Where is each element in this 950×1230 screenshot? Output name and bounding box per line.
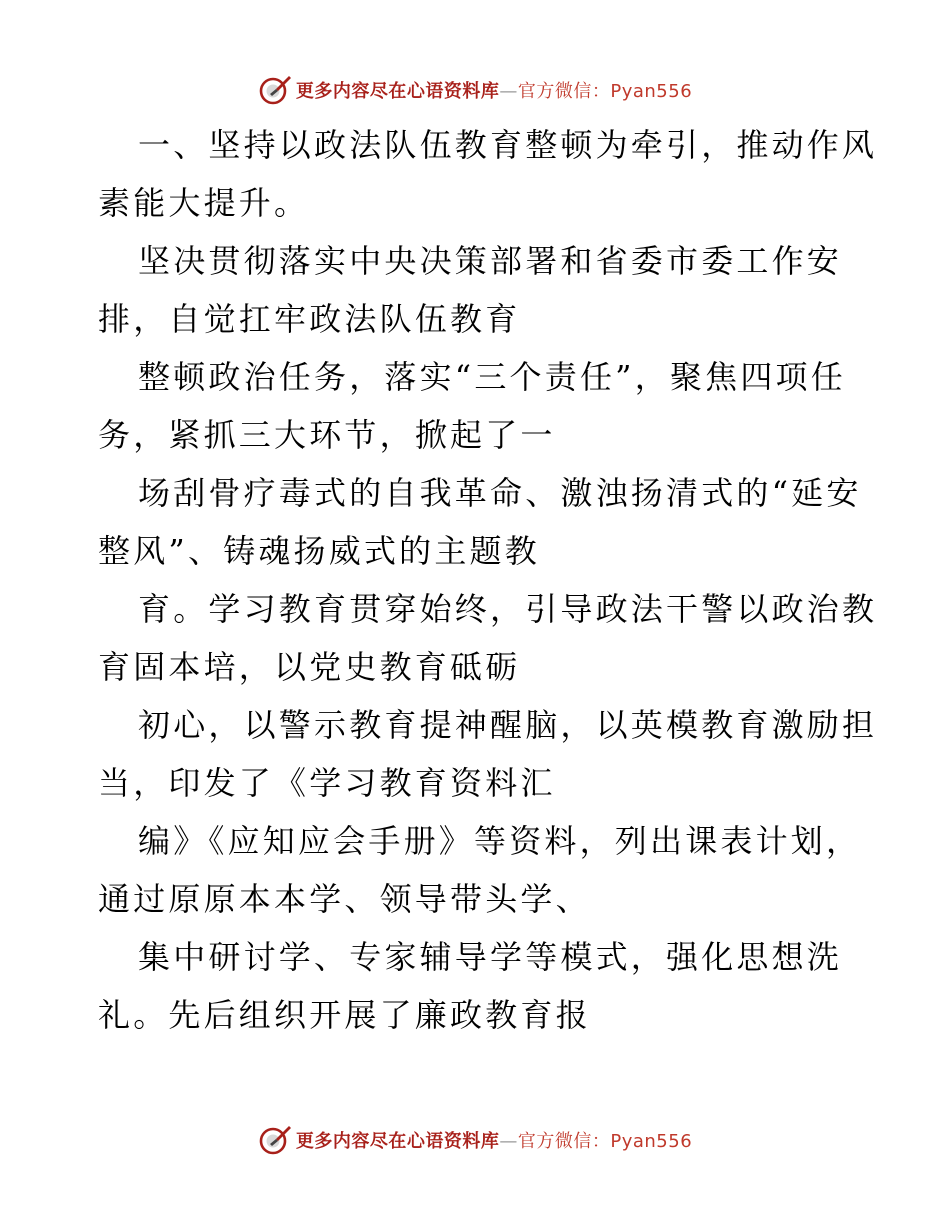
watermark-contact-id: Pyan556 xyxy=(610,1131,693,1152)
watermark-text xyxy=(296,1127,692,1153)
body-text-line: 坚决贯彻落实中央决策部署和省委市委工作安 xyxy=(138,242,843,280)
body-text-line: 场刮骨疗毒式的自我革命、激浊扬清式的“延安 xyxy=(138,474,862,512)
watermark-brand: 更多内容尽在心语资料库 xyxy=(295,1131,500,1152)
watermark-contact-label: 官方微信： xyxy=(517,1131,611,1152)
body-text-line: 整顿政治任务，落实“三个责任”，聚焦四项任 xyxy=(138,358,846,396)
pen-logo-icon xyxy=(258,1123,292,1157)
watermark-dash: — xyxy=(499,1131,518,1152)
pen-logo-icon xyxy=(258,73,292,107)
body-text-line: 集中研讨学、专家辅导学等模式，强化思想洗 xyxy=(138,938,843,976)
footer-watermark xyxy=(0,1120,950,1160)
header-watermark xyxy=(0,70,950,110)
body-text-line: 初心，以警示教育提神醒脑，以英模教育激励担 xyxy=(138,706,878,744)
watermark-brand: 更多内容尽在心语资料库 xyxy=(295,81,500,102)
watermark-contact-label: 官方微信： xyxy=(517,81,611,102)
body-text-line: 排，自觉扛牢政法队伍教育 xyxy=(98,300,521,338)
body-text-line: 编》《应知应会手册》等资料，列出课表计划， xyxy=(138,822,862,860)
body-text-line: 育。学习教育贯穿始终，引导政法干警以政治教 xyxy=(138,590,878,628)
body-text-line: 务，紧抓三大环节，掀起了一 xyxy=(98,416,556,454)
body-text-line: 通过原原本本学、领导带头学、 xyxy=(98,880,591,918)
body-text-line: 礼。先后组织开展了廉政教育报 xyxy=(98,996,591,1034)
body-text-line: 一、坚持以政法队伍教育整顿为牵引，推动作风 xyxy=(138,126,878,164)
watermark-contact-id: Pyan556 xyxy=(610,81,693,102)
body-text-line: 素能大提升。 xyxy=(98,184,310,222)
body-text-line: 整风”、铸魂扬威式的主题教 xyxy=(98,532,540,570)
body-text-line: 当，印发了《学习教育资料汇 xyxy=(98,764,556,802)
body-text-line: 育固本培，以党史教育砥砺 xyxy=(98,648,521,686)
watermark-text xyxy=(296,77,692,103)
watermark-dash: — xyxy=(499,81,518,102)
